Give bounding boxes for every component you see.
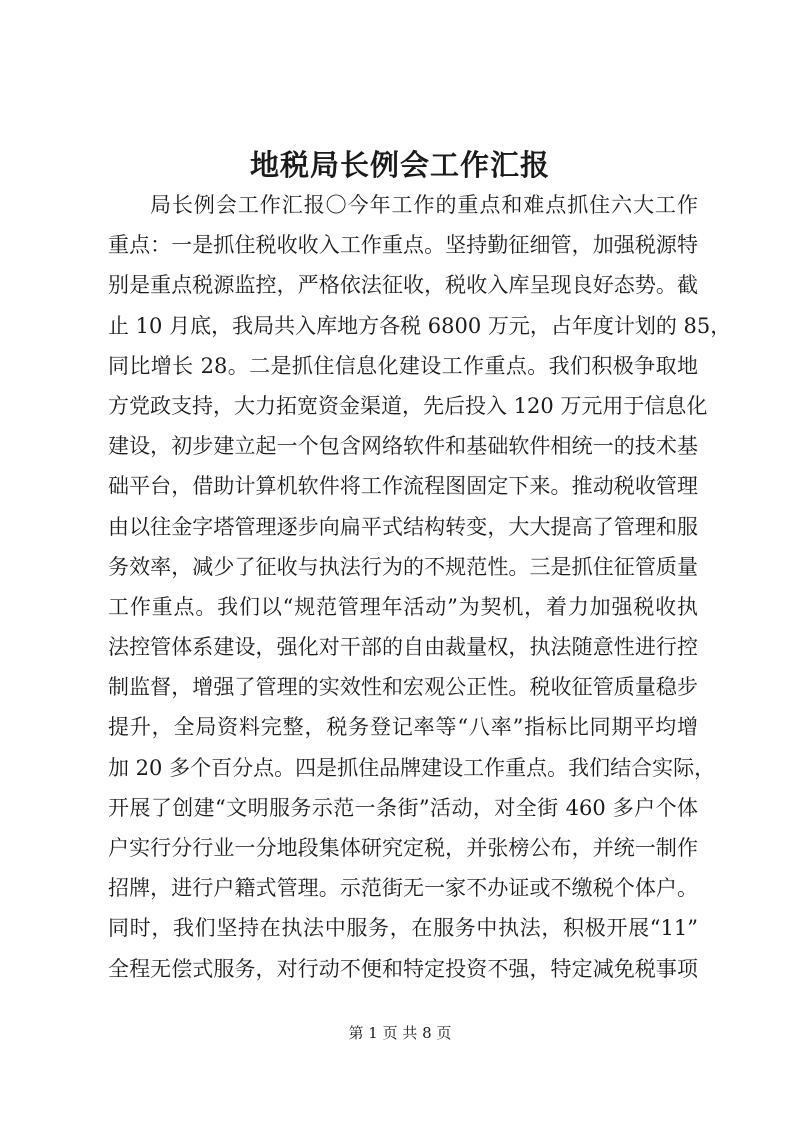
body-line: 加 20 多个百分点。四是抓住品牌建设工作重点。我们结合实际，: [108, 755, 716, 780]
body-line: 招牌，进行户籍式管理。示范街无一家不办证或不缴税个体户。: [108, 876, 698, 901]
body-line: 工作重点。我们以“规范管理年活动”为契机，着力加强税收执: [108, 594, 698, 619]
page-footer: 第 1 页 共 8 页: [348, 1024, 452, 1042]
body-line: 开展了创建“文明服务示范一条街”活动，对全街 460 多户个体: [108, 795, 698, 820]
body-line: 制监督，增强了管理的实效性和宏观公正性。税收征管质量稳步: [108, 675, 698, 700]
body-line: 别是重点税源监控，严格依法征收，税收入库呈现良好态势。截: [108, 273, 698, 298]
document-body: [108, 185, 732, 989]
body-line: 同时，我们坚持在执法中服务，在服务中执法，积极开展“11”: [108, 916, 698, 941]
document-title: 地税局长例会工作汇报: [249, 148, 550, 182]
body-line: 由以往金字塔管理逐步向扁平式结构转变，大大提高了管理和服: [108, 514, 698, 539]
body-line: 同比增长 28。二是抓住信息化建设工作重点。我们积极争取地: [108, 353, 698, 378]
body-line: 提升，全局资料完整，税务登记率等“八率”指标比同期平均增: [108, 715, 698, 740]
body-line: 法控管体系建设，强化对干部的自由裁量权，执法随意性进行控: [108, 635, 698, 660]
body-line: 户实行分行业一分地段集体研究定税，并张榜公布，并统一制作: [108, 836, 698, 860]
body-line: 重点：一是抓住税收收入工作重点。坚持勤征细管，加强税源特: [108, 233, 698, 258]
body-line: 础平台，借助计算机软件将工作流程图固定下来。推动税收管理: [108, 474, 698, 499]
body-line: 局长例会工作汇报〇今年工作的重点和难点抓住六大工作: [150, 193, 698, 217]
body-line: 止 10 月底，我局共入库地方各税 6800 万元，占年度计划的 85，: [108, 313, 732, 338]
body-line: 方党政支持，大力拓宽资金渠道，先后投入 120 万元用于信息化: [108, 393, 708, 418]
body-line: 建设，初步建立起一个包含网络软件和基础软件相统一的技术基: [108, 434, 698, 459]
body-line: 务效率，减少了征收与执法行为的不规范性。三是抓住征管质量: [108, 554, 698, 579]
body-line: 全程无偿式服务，对行动不便和特定投资不强，特定减免税事项: [108, 956, 698, 981]
